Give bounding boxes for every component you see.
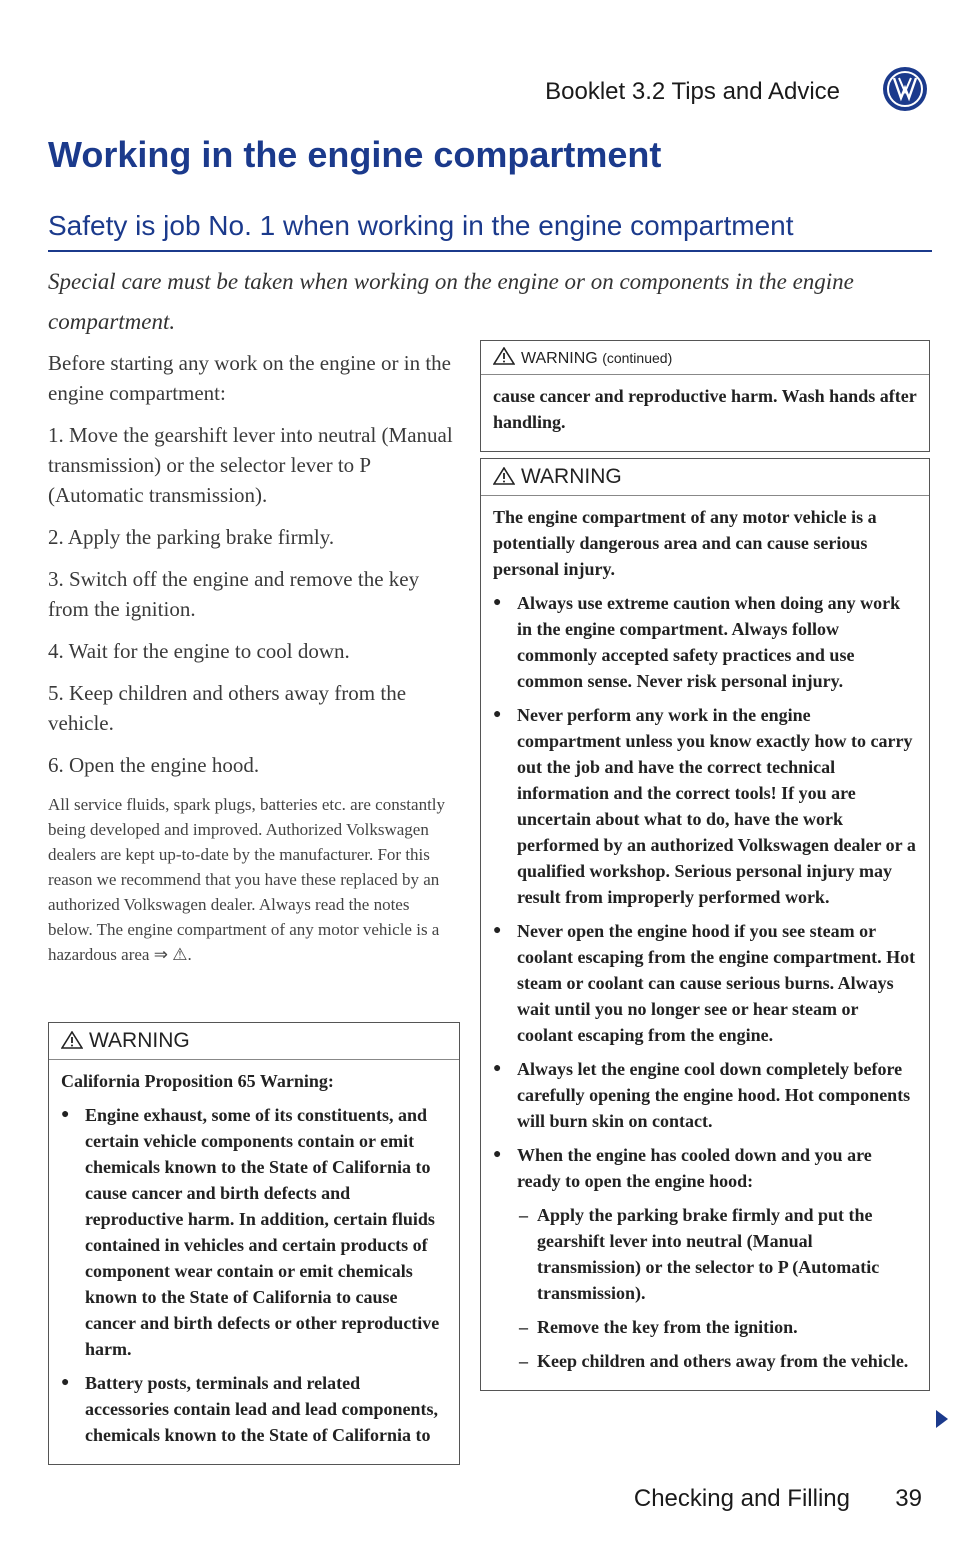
left-column <box>48 348 458 967</box>
list-item: 2. Apply the parking brake firmly. <box>48 525 335 549</box>
sub-list-item: – Remove the key from the ignition. <box>493 1314 917 1340</box>
section-footer: Checking and Filling <box>633 1485 850 1512</box>
list-item: ● Always use extreme caution when doing any work in the engine compartment. Always follow commonly accepted safety practices and use common sense. Never risk personal injury. <box>493 590 917 694</box>
warning-body <box>49 1060 459 1464</box>
page-number: 39 <box>895 1485 922 1512</box>
service-note: All service fluids, spark plugs, batteries etc. are constantly being developed and improved. Authorized Volkswagen dealers are kept up-to-date by the manufacturer. For this reason we recommend that you have these replaced by an authorized Volkswagen dealer. Always read the notes below. The engine compartment of any motor vehicle is a hazardous area ⇒ ⚠. <box>48 795 446 964</box>
title-divider <box>48 250 932 252</box>
warning-label: WARNING <box>89 1029 190 1052</box>
list-item: ● When the engine has cooled down and you are ready to open the engine hood: <box>493 1142 917 1194</box>
warning-triangle-icon <box>493 347 515 365</box>
page-title: Working in the engine compartment <box>48 134 662 175</box>
list-item: ● Battery posts, terminals and related accessories contain lead and lead components, chemicals known to the State of California to <box>61 1370 447 1448</box>
warning-title: California Proposition 65 Warning: <box>61 1071 334 1091</box>
intro-text: Special care must be taken when working on the engine or on components in the engine compartment. <box>48 269 854 334</box>
warning-header <box>49 1023 459 1060</box>
warning-box-continued <box>480 340 930 452</box>
list-item: 1. Move the gearshift lever into neutral (Manual transmission) or the selector lever to P (Automatic transmission). <box>48 423 453 507</box>
warning-body <box>481 496 929 1390</box>
sub-list-item: – Keep children and others away from the vehicle. <box>493 1348 917 1374</box>
list-item: ● Never perform any work in the engine compartment unless you know exactly how to carry out the job and have the correct technical information and the correct tools! If you are uncertain about what to do, have the work performed by an authorized Volkswagen dealer or a qualified workshop. Serious personal injury may result from improperly performed work. <box>493 702 917 910</box>
booklet-header: Booklet 3.2 Tips and Advice <box>545 78 840 105</box>
section-subtitle: Safety is job No. 1 when working in the engine compartment <box>48 210 794 241</box>
list-item: ● Engine exhaust, some of its constituents, and certain vehicle components contain or emit chemicals known to the State of California to cause cancer and birth defects and reproductive harm. In addition, certain fluids contained in vehicles and certain products of component wear contain or emit chemicals known to the State of California to cause cancer and birth defects or other reproductive harm. <box>61 1102 447 1362</box>
list-item: ● Always let the engine cool down completely before carefully opening the engine hood. Hot components will burn skin on contact. <box>493 1056 917 1134</box>
vw-logo-icon <box>880 64 930 114</box>
list-item: 4. Wait for the engine to cool down. <box>48 639 350 663</box>
warning-continued-label: (continued) <box>602 350 673 366</box>
warning-body <box>481 375 929 451</box>
warning-text: cause cancer and reproductive harm. Wash hands after handling. <box>493 386 917 432</box>
list-item: 5. Keep children and others away from the vehicle. <box>48 681 407 735</box>
list-item: 6. Open the engine hood. <box>48 753 260 777</box>
steps-lead: Before starting any work on the engine or in the engine compartment: <box>48 351 451 405</box>
steps-list <box>48 420 458 780</box>
warning-label: WARNING <box>521 350 598 367</box>
warning-triangle-icon <box>493 467 515 485</box>
list-item: ● Never open the engine hood if you see steam or coolant escaping from the engine compartment. Hot steam or coolant can cause serious burns. Always wait until you no longer see or hear steam or coolant escaping from the engine. <box>493 918 917 1048</box>
warning-header <box>481 459 929 496</box>
warning-lead: The engine compartment of any motor vehicle is a potentially dangerous area and can cause serious personal injury. <box>493 507 877 579</box>
warning-triangle-icon <box>61 1031 83 1049</box>
warning-header <box>481 341 929 375</box>
warning-box-prop65 <box>48 1022 460 1465</box>
warning-box-engine <box>480 458 930 1391</box>
sub-list-item: – Apply the parking brake firmly and put the gearshift lever into neutral (Manual transmission) or the selector to P (Automatic transmission). <box>493 1202 917 1306</box>
warning-label: WARNING <box>521 465 622 488</box>
continue-arrow-icon <box>936 1410 948 1428</box>
list-item: 3. Switch off the engine and remove the key from the ignition. <box>48 567 420 621</box>
